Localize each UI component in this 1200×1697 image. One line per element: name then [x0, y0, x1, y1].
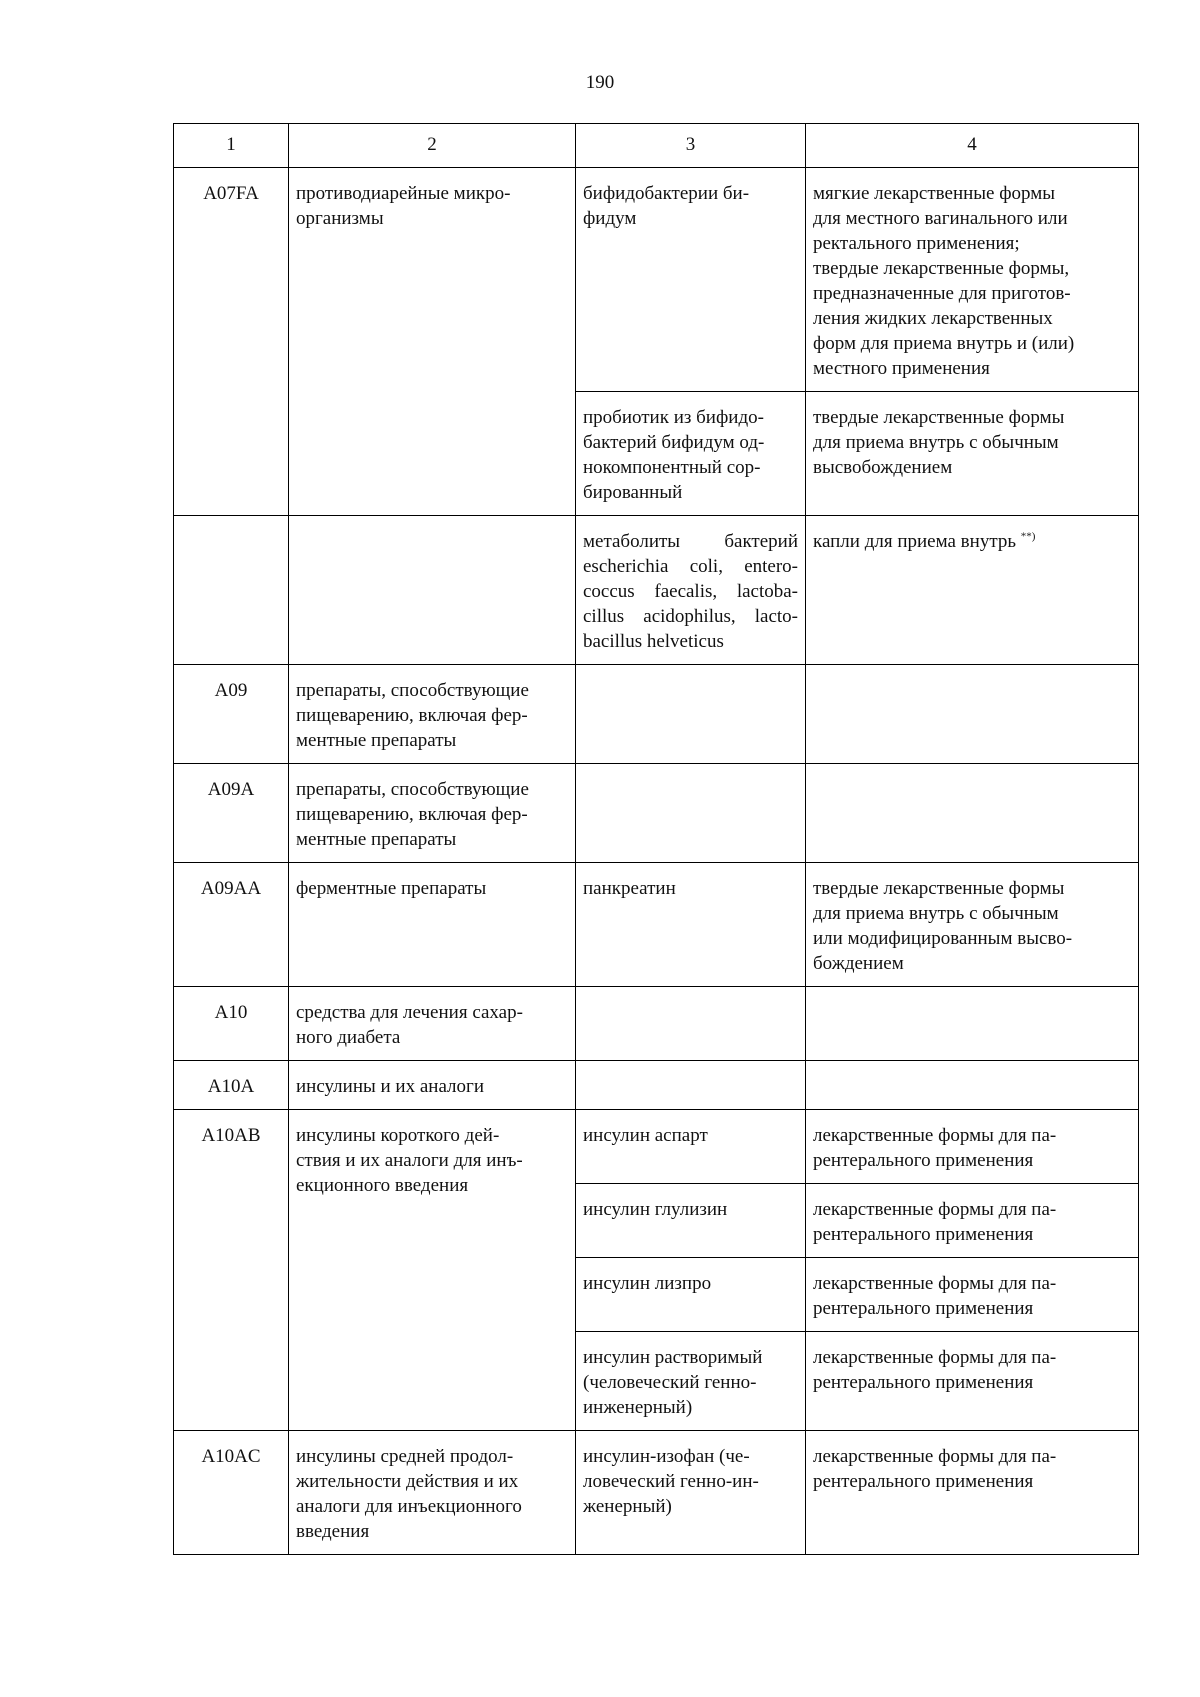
cell-line: аналоги для инъекционного — [296, 1496, 522, 1517]
dosage-form-text: капли для приема внутрь — [813, 531, 1017, 552]
atc-code-cell: A09A — [174, 764, 289, 863]
cell-line: панкреатин — [583, 878, 676, 899]
atc-code-cell: A09 — [174, 665, 289, 764]
cell-line: женерный) — [583, 1496, 672, 1517]
cell-line: инсулин глулизин — [583, 1199, 728, 1220]
group-name-cell — [289, 1110, 576, 1431]
substance-cell — [576, 1061, 806, 1110]
group-name-cell — [289, 1431, 576, 1555]
dosage-form-cell — [806, 168, 1139, 392]
atc-code-cell: A10AC — [174, 1431, 289, 1555]
dosage-form-cell — [806, 1258, 1139, 1332]
cell-line: лекарственные формы для па- — [813, 1199, 1057, 1220]
column-header-1: 1 — [174, 124, 289, 168]
cell-line: ментные препараты — [296, 730, 457, 751]
drug-table — [173, 123, 1139, 1555]
cell-line: для приема внутрь с обычным — [813, 903, 1059, 924]
dosage-form-cell — [806, 1332, 1139, 1431]
table-row — [174, 1431, 1139, 1555]
cell-line: жительности действия и их — [296, 1471, 519, 1492]
cell-line: пищеварению, включая фер- — [296, 804, 528, 825]
group-name-cell — [289, 1061, 576, 1110]
substance-cell — [576, 1110, 806, 1184]
cell-line: введения — [296, 1521, 370, 1542]
cell-line: cillus acidophilus, lacto- — [583, 606, 798, 627]
cell-line: нокомпонентный сор- — [583, 457, 761, 478]
cell-line: ловеческий генно-ин- — [583, 1471, 759, 1492]
cell-line: инсулин-изофан (че- — [583, 1446, 750, 1467]
cell-line — [813, 529, 1131, 554]
cell-line: инсулины средней продол- — [296, 1446, 514, 1467]
cell-line: ректального применения; — [813, 233, 1020, 254]
substance-cell — [576, 1332, 806, 1431]
cell-line: для приема внутрь с обычным — [813, 432, 1059, 453]
dosage-form-cell — [806, 1184, 1139, 1258]
substance-cell — [576, 1184, 806, 1258]
cell-line: рентерального применения — [813, 1224, 1034, 1245]
column-header-4: 4 — [806, 124, 1139, 168]
cell-line: рентерального применения — [813, 1372, 1034, 1393]
cell-line: coccus faecalis, lactoba- — [583, 581, 798, 602]
group-name-cell — [289, 863, 576, 987]
cell-line: пробиотик из бифидо- — [583, 407, 764, 428]
dosage-form-cell — [806, 764, 1139, 863]
group-name-cell — [289, 168, 576, 516]
substance-cell — [576, 168, 806, 392]
cell-line: лекарственные формы для па- — [813, 1347, 1057, 1368]
cell-line: екционного введения — [296, 1175, 469, 1196]
cell-line: инсулин растворимый — [583, 1347, 763, 1368]
cell-line: ментные препараты — [296, 829, 457, 850]
atc-code-cell: A10 — [174, 987, 289, 1061]
substance-cell — [576, 1258, 806, 1332]
cell-line: инсулины короткого дей- — [296, 1125, 500, 1146]
table-row — [174, 516, 1139, 665]
cell-line: ного диабета — [296, 1027, 401, 1048]
atc-code-cell: A10AB — [174, 1110, 289, 1431]
table-row — [174, 665, 1139, 764]
cell-line: лекарственные формы для па- — [813, 1273, 1057, 1294]
cell-line: ствия и их аналоги для инъ- — [296, 1150, 523, 1171]
cell-line: твердые лекарственные формы, — [813, 258, 1070, 279]
cell-line: форм для приема внутрь и (или) — [813, 333, 1075, 354]
cell-line: твердые лекарственные формы — [813, 407, 1065, 428]
cell-line: инженерный) — [583, 1397, 693, 1418]
group-name-cell — [289, 665, 576, 764]
dosage-form-cell — [806, 1061, 1139, 1110]
group-name-cell — [289, 764, 576, 863]
table-header-row — [174, 124, 1139, 168]
dosage-form-cell — [806, 392, 1139, 516]
atc-code-cell — [174, 516, 289, 665]
cell-line: организмы — [296, 208, 384, 229]
substance-cell — [576, 764, 806, 863]
footnote-marker: **) — [1020, 530, 1036, 543]
cell-line: противодиарейные микро- — [296, 183, 511, 204]
substance-cell — [576, 665, 806, 764]
column-header-3: 3 — [576, 124, 806, 168]
table-row — [174, 1110, 1139, 1184]
cell-line: бированный — [583, 482, 683, 503]
atc-code-cell: A10A — [174, 1061, 289, 1110]
dosage-form-cell — [806, 516, 1139, 665]
substance-cell — [576, 516, 806, 665]
cell-line: твердые лекарственные формы — [813, 878, 1065, 899]
cell-line: рентерального применения — [813, 1150, 1034, 1171]
cell-line: инсулин аспарт — [583, 1125, 708, 1146]
cell-line: escherichia coli, entero- — [583, 556, 798, 577]
table-row — [174, 863, 1139, 987]
cell-line: предназначенные для приготов- — [813, 283, 1071, 304]
cell-line: лекарственные формы для па- — [813, 1125, 1057, 1146]
cell-line: (человеческий генно- — [583, 1372, 757, 1393]
cell-line: фидум — [583, 208, 637, 229]
cell-line: для местного вагинального или — [813, 208, 1068, 229]
cell-line: рентерального применения — [813, 1471, 1034, 1492]
cell-line: лекарственные формы для па- — [813, 1446, 1057, 1467]
cell-line: инсулин лизпро — [583, 1273, 712, 1294]
cell-line: метаболиты бактерий — [583, 531, 798, 552]
column-header-2: 2 — [289, 124, 576, 168]
substance-cell — [576, 1431, 806, 1555]
substance-cell — [576, 392, 806, 516]
dosage-form-cell — [806, 1431, 1139, 1555]
dosage-form-cell — [806, 863, 1139, 987]
cell-line: высвобождением — [813, 457, 953, 478]
dosage-form-cell — [806, 1110, 1139, 1184]
cell-line: средства для лечения сахар- — [296, 1002, 523, 1023]
table-row — [174, 987, 1139, 1061]
atc-code-cell: A09AA — [174, 863, 289, 987]
cell-line: ферментные препараты — [296, 878, 487, 899]
dosage-form-cell — [806, 987, 1139, 1061]
group-name-cell — [289, 987, 576, 1061]
cell-line: bacillus helveticus — [583, 631, 724, 652]
cell-line: местного применения — [813, 358, 990, 379]
table-row — [174, 168, 1139, 392]
cell-line: препараты, способствующие — [296, 779, 529, 800]
cell-line: мягкие лекарственные формы — [813, 183, 1056, 204]
cell-line: пищеварению, включая фер- — [296, 705, 528, 726]
cell-line: или модифицированным высво- — [813, 928, 1073, 949]
cell-line: бифидобактерии би- — [583, 183, 750, 204]
cell-line: инсулины и их аналоги — [296, 1076, 484, 1097]
table-row — [174, 1061, 1139, 1110]
substance-cell — [576, 863, 806, 987]
cell-line: рентерального применения — [813, 1298, 1034, 1319]
cell-line: препараты, способствующие — [296, 680, 529, 701]
page-number: 190 — [585, 72, 615, 93]
cell-line: ления жидких лекарственных — [813, 308, 1053, 329]
dosage-form-cell — [806, 665, 1139, 764]
cell-line: бождением — [813, 953, 904, 974]
cell-line: бактерий бифидум од- — [583, 432, 765, 453]
substance-cell — [576, 987, 806, 1061]
atc-code-cell: A07FA — [174, 168, 289, 516]
table-row — [174, 764, 1139, 863]
group-name-cell — [289, 516, 576, 665]
